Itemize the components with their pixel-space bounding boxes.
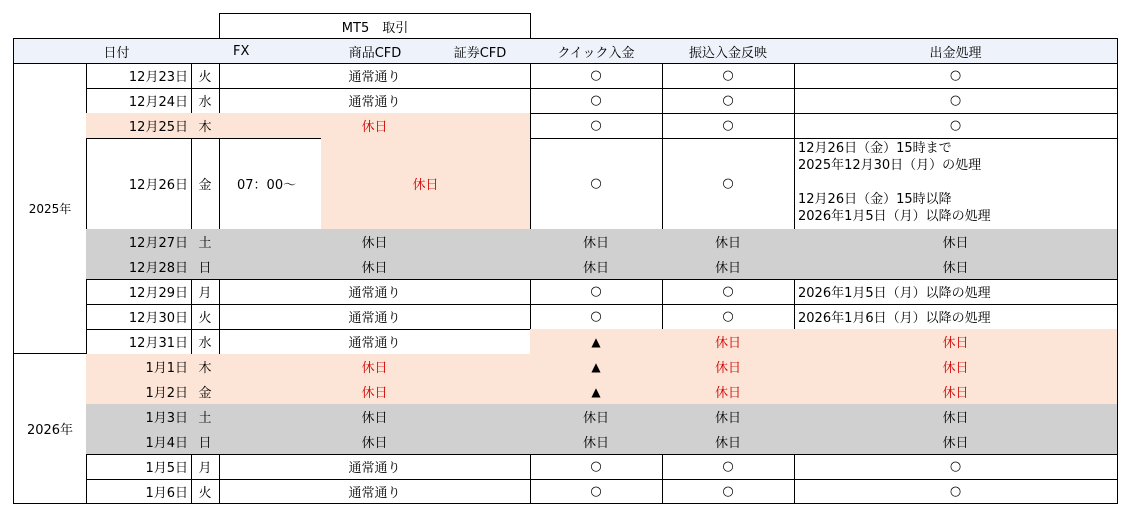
- date-cell: 12月25日: [86, 113, 192, 139]
- trade-status-cell: 通常通り: [219, 88, 531, 114]
- trade-status-cell: 通常通り: [219, 329, 531, 355]
- weekday-cell: 火: [191, 479, 220, 504]
- weekday-cell: 日: [191, 254, 220, 280]
- withdrawal-cell: ○: [794, 63, 1118, 89]
- date-cell: 1月2日: [86, 379, 192, 405]
- quick-deposit-cell: ○: [530, 88, 663, 114]
- quick-deposit-cell: ○: [530, 138, 663, 230]
- date-cell: 12月23日: [86, 63, 192, 89]
- quick-deposit-cell: ▲: [530, 379, 663, 405]
- weekday-cell: 火: [191, 63, 220, 89]
- bank-transfer-cell: 休日: [662, 379, 795, 405]
- header-date: 日付: [13, 38, 220, 64]
- trade-status-cell: 通常通り: [219, 63, 531, 89]
- trade-status-cell: 休日: [219, 113, 531, 139]
- weekday-cell: 金: [191, 138, 220, 230]
- mt5-group-header: MT5 取引: [219, 13, 531, 39]
- trade-status-cell: 通常通り: [219, 279, 531, 305]
- bank-transfer-cell: 休日: [662, 404, 795, 430]
- header-securities-cfd: 証券CFD: [430, 38, 531, 64]
- withdrawal-note-line: 2025年12月30日（月）の処理: [798, 158, 982, 173]
- quick-deposit-cell: ▲: [530, 354, 663, 380]
- date-cell: 1月6日: [86, 479, 192, 504]
- trade-status-cell: 休日: [219, 229, 531, 255]
- trade-status-cell: 通常通り: [219, 304, 531, 330]
- bank-transfer-cell: 休日: [662, 254, 795, 280]
- cfd-cell: 休日: [321, 138, 531, 230]
- withdrawal-note-line: [798, 174, 1113, 191]
- weekday-cell: 金: [191, 379, 220, 405]
- quick-deposit-cell: 休日: [530, 404, 663, 430]
- date-cell: 1月3日: [86, 404, 192, 430]
- bank-transfer-cell: 休日: [662, 429, 795, 455]
- trade-status-cell: 通常通り: [219, 454, 531, 480]
- quick-deposit-cell: 休日: [530, 429, 663, 455]
- withdrawal-cell: ○: [794, 113, 1118, 139]
- quick-deposit-cell: ○: [530, 113, 663, 139]
- weekday-cell: 日: [191, 429, 220, 455]
- quick-deposit-cell: ○: [530, 279, 663, 305]
- bank-transfer-cell: ○: [662, 454, 795, 480]
- withdrawal-cell: 休日: [794, 354, 1118, 380]
- withdrawal-cell: ○: [794, 454, 1118, 480]
- quick-deposit-cell: ▲: [530, 329, 663, 355]
- date-cell: 12月30日: [86, 304, 192, 330]
- bank-transfer-cell: ○: [662, 138, 795, 230]
- weekday-cell: 月: [191, 279, 220, 305]
- withdrawal-cell: 2026年1月5日（月）以降の処理: [794, 279, 1118, 305]
- weekday-cell: 土: [191, 404, 220, 430]
- weekday-cell: 木: [191, 354, 220, 380]
- weekday-cell: 水: [191, 88, 220, 114]
- withdrawal-cell: 休日: [794, 379, 1118, 405]
- weekday-cell: 水: [191, 329, 220, 355]
- header-commodity-cfd: 商品CFD: [320, 38, 431, 64]
- withdrawal-cell: ○: [794, 479, 1118, 504]
- year-2026-cell: 2026年: [13, 353, 87, 504]
- quick-deposit-cell: 休日: [530, 229, 663, 255]
- withdrawal-note-line: 12月26日（金）15時以降: [798, 192, 952, 207]
- quick-deposit-cell: ○: [530, 454, 663, 480]
- bank-transfer-cell: ○: [662, 304, 795, 330]
- bank-transfer-cell: ○: [662, 279, 795, 305]
- date-cell: 12月26日: [86, 138, 192, 230]
- withdrawal-cell: 休日: [794, 429, 1118, 455]
- date-cell: 12月29日: [86, 279, 192, 305]
- trade-status-cell: 通常通り: [219, 479, 531, 504]
- date-cell: 12月31日: [86, 329, 192, 355]
- date-cell: 12月28日: [86, 254, 192, 280]
- date-cell: 1月1日: [86, 354, 192, 380]
- bank-transfer-cell: ○: [662, 479, 795, 504]
- header-fx: FX: [219, 38, 321, 64]
- withdrawal-cell: 休日: [794, 404, 1118, 430]
- trade-status-cell: 休日: [219, 404, 531, 430]
- bank-transfer-cell: ○: [662, 113, 795, 139]
- bank-transfer-cell: ○: [662, 88, 795, 114]
- weekday-cell: 土: [191, 229, 220, 255]
- quick-deposit-cell: ○: [530, 63, 663, 89]
- quick-deposit-cell: ○: [530, 479, 663, 504]
- withdrawal-cell: ○: [794, 88, 1118, 114]
- date-cell: 12月24日: [86, 88, 192, 114]
- trade-status-cell: 休日: [219, 354, 531, 380]
- header-bank-transfer: 振込入金反映: [662, 38, 795, 64]
- date-cell: 1月4日: [86, 429, 192, 455]
- withdrawal-note-line: 12月26日（金）15時まで: [798, 141, 952, 156]
- withdrawal-cell: 2026年1月6日（月）以降の処理: [794, 304, 1118, 330]
- quick-deposit-cell: ○: [530, 304, 663, 330]
- trade-status-cell: 休日: [219, 379, 531, 405]
- trade-status-cell: 休日: [219, 254, 531, 280]
- withdrawal-cell: 休日: [794, 329, 1118, 355]
- weekday-cell: 火: [191, 304, 220, 330]
- year-2025-cell: 2025年: [13, 63, 87, 354]
- date-cell: 12月27日: [86, 229, 192, 255]
- date-cell: 1月5日: [86, 454, 192, 480]
- withdrawal-cell: 休日: [794, 254, 1118, 280]
- header-withdrawal: 出金処理: [794, 38, 1118, 64]
- bank-transfer-cell: 休日: [662, 229, 795, 255]
- withdrawal-note-cell: [794, 138, 1118, 230]
- bank-transfer-cell: ○: [662, 63, 795, 89]
- quick-deposit-cell: 休日: [530, 254, 663, 280]
- weekday-cell: 木: [191, 113, 220, 139]
- bank-transfer-cell: 休日: [662, 354, 795, 380]
- withdrawal-cell: 休日: [794, 229, 1118, 255]
- weekday-cell: 月: [191, 454, 220, 480]
- bank-transfer-cell: 休日: [662, 329, 795, 355]
- trade-status-cell: 休日: [219, 429, 531, 455]
- header-quick-deposit: クイック入金: [530, 38, 663, 64]
- fx-cell: 07：00～: [219, 138, 322, 230]
- withdrawal-note-line: 2026年1月5日（月）以降の処理: [798, 209, 991, 224]
